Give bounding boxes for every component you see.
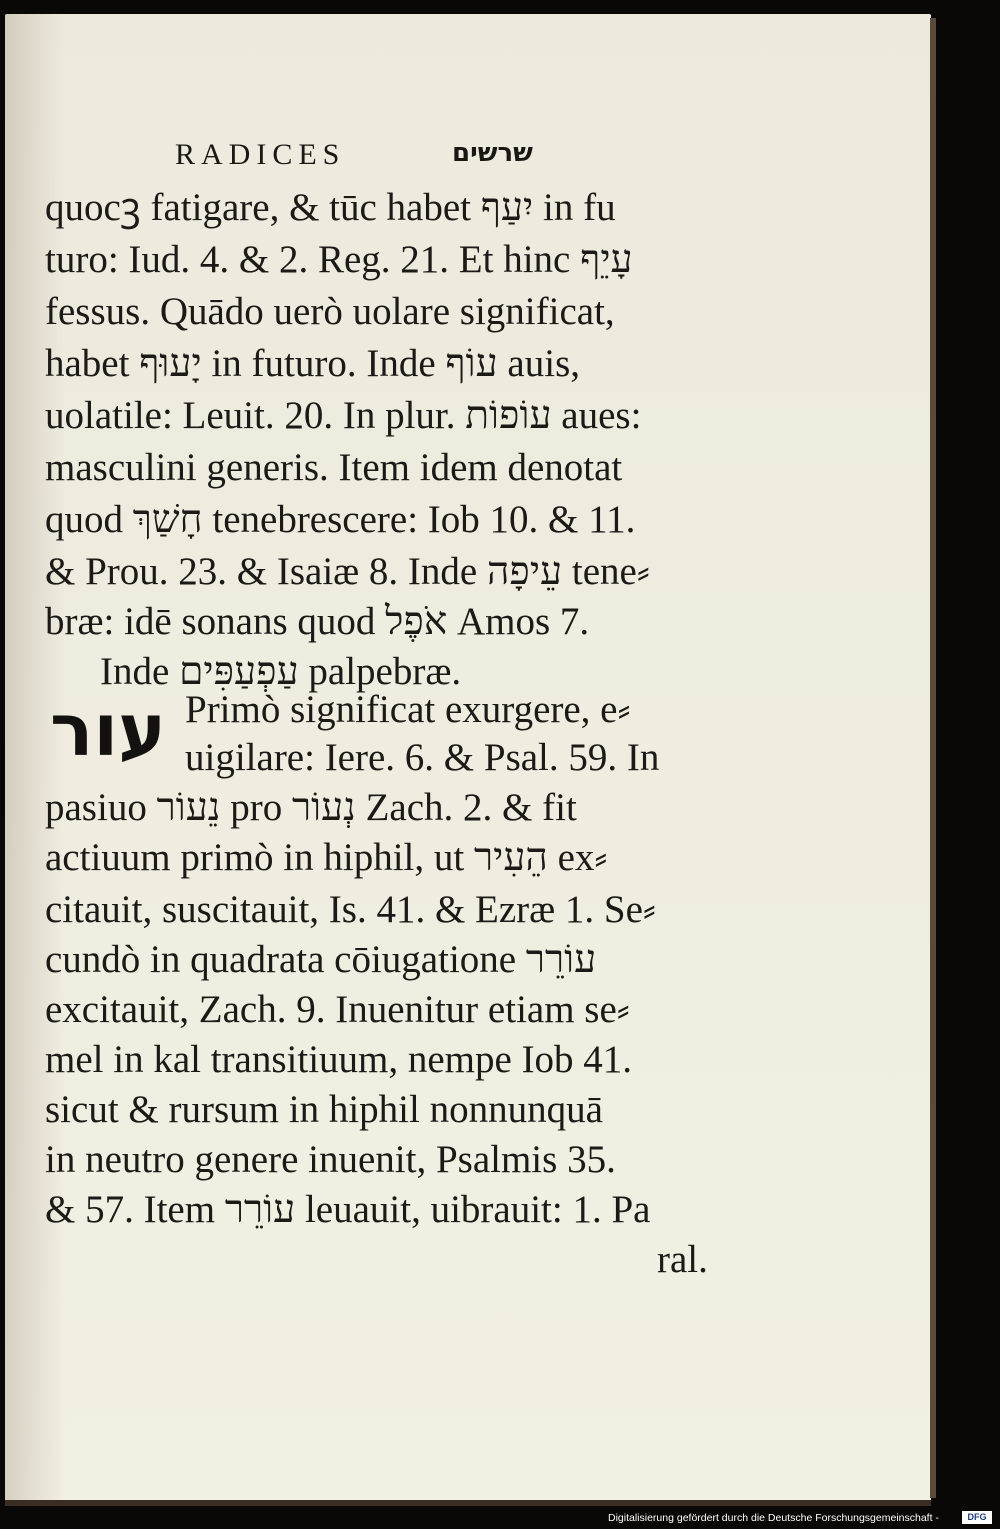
text-line: uolatile: Leuit. 20. In plur. עוֹפוֹת aues: — [45, 394, 642, 437]
running-head-hebrew: שרשים — [452, 138, 533, 168]
text-line: masculini generis. Item idem denotat — [45, 446, 623, 489]
running-head-latin: RADICES — [175, 138, 346, 171]
entry-line: mel in kal transitiuum, nempe Iob 41. — [45, 1038, 633, 1081]
text-line: habet יָעוּף in futuro. Inde עוֹף auis, — [45, 342, 580, 385]
page-edge — [930, 18, 936, 1498]
text-line: quocꝫ fatigare, & tūc habet יִעַף in fu — [45, 186, 616, 229]
entry-line: Primò significat exurgere, e⸗ — [185, 688, 631, 731]
entry-headword: עור — [50, 688, 167, 772]
entry-line: in neutro genere inuenit, Psalmis 35. — [45, 1138, 616, 1181]
entry-line: & 57. Item עוֹרֵר leuauit, uibrauit: 1. Pa — [45, 1188, 651, 1231]
entry-line: actiuum primò in hiphil, ut הֵעִיר ex⸗ — [45, 836, 608, 879]
entry-line: pasiuo נֵעוֹר pro נְעוֹר Zach. 2. & fit — [45, 786, 577, 829]
text-line: turo: Iud. 4. & 2. Reg. 21. Et hinc עָיֵף — [45, 238, 633, 281]
text-line: quod חָשַׁךְ tenebrescere: Iob 10. & 11. — [45, 498, 636, 541]
text-line: & Prou. 23. & Isaiæ 8. Inde עֵיפָה tene⸗ — [45, 550, 650, 593]
entry-line: ral. — [657, 1238, 708, 1281]
entry-line: cundò in quadrata cōiugatione עוֹרֵר — [45, 938, 597, 981]
entry-line: uigilare: Iere. 6. & Psal. 59. In — [185, 736, 660, 779]
entry-line: sicut & rursum in hiphil nonnunquā — [45, 1088, 603, 1131]
digitization-credit: Digitalisierung gefördert durch die Deutsche Forschungsgemeinschaft - — [608, 1512, 939, 1524]
text-line: fessus. Quādo uerò uolare significat, — [45, 290, 615, 333]
text-line: Inde עַפְעַפִּים palpebræ. — [100, 650, 462, 693]
page-bottom-edge — [5, 1500, 931, 1506]
entry-line: citauit, suscitauit, Is. 41. & Ezræ 1. Se⸗ — [45, 888, 656, 931]
dfg-logo: DFG — [962, 1511, 992, 1524]
text-line: bræ: idē sonans quod אֹפֶל Amos 7. — [45, 600, 590, 643]
entry-line: excitauit, Zach. 9. Inuenitur etiam se⸗ — [45, 988, 630, 1031]
